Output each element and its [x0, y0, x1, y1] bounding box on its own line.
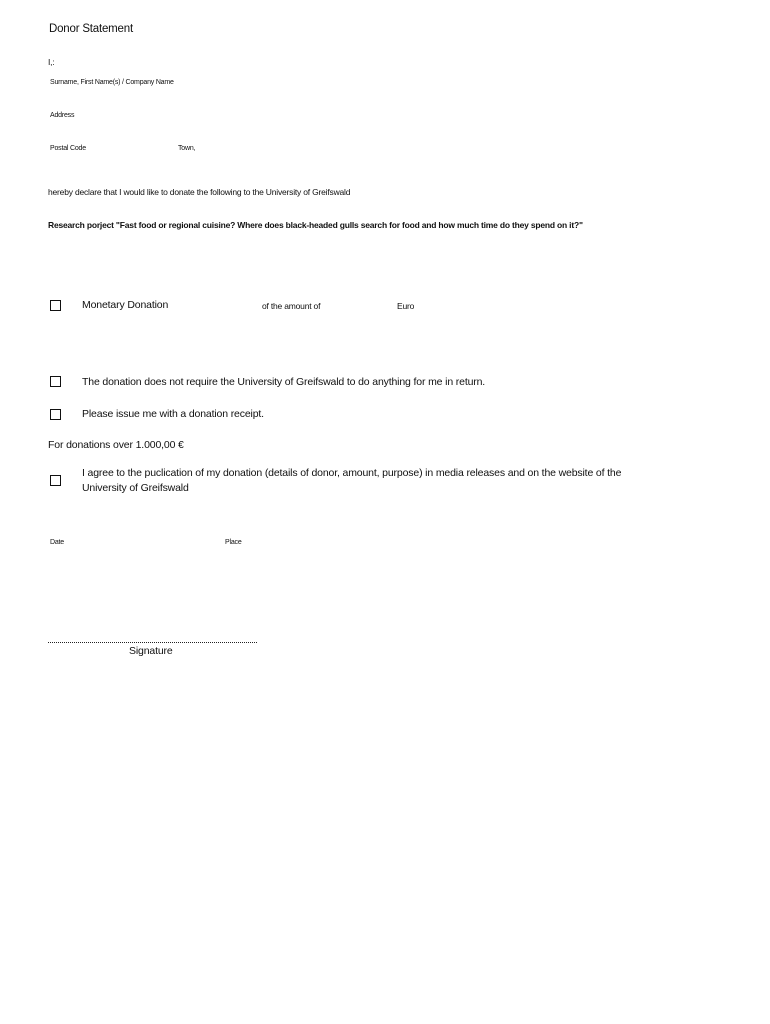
- monetary-donation-checkbox[interactable]: [50, 300, 61, 311]
- receipt-label: Please issue me with a donation receipt.: [82, 408, 264, 420]
- publication-consent-checkbox[interactable]: [50, 475, 61, 486]
- declaration-text: hereby declare that I would like to donate the following to the University of Greifswald: [48, 187, 351, 197]
- large-donation-heading: For donations over 1.000,00 €: [48, 439, 184, 451]
- monetary-donation-label: Monetary Donation: [82, 299, 169, 311]
- receipt-checkbox[interactable]: [50, 409, 61, 420]
- address-field-label: Address: [50, 112, 75, 119]
- project-title: Research porject "Fast food or regional cuisine? Where does black-headed gulls search for food and how much time do they spend on it?": [48, 220, 583, 230]
- name-field-label: Surname, First Name(s) / Company Name: [50, 79, 174, 86]
- page-title: Donor Statement: [49, 23, 133, 35]
- no-return-label: The donation does not require the University of Greifswald to do anything for me in return.: [82, 376, 486, 388]
- postal-code-field-label: Postal Code: [50, 145, 86, 152]
- place-field-label: Place: [225, 539, 242, 546]
- signature-label: Signature: [129, 645, 173, 657]
- no-return-checkbox[interactable]: [50, 376, 61, 387]
- date-field-label: Date: [50, 539, 64, 546]
- amount-label: of the amount of: [262, 301, 321, 311]
- town-field-label: Town,: [178, 145, 196, 152]
- publication-consent-label: I agree to the puclication of my donation (details of donor, amount, purpose) in media releases and on the website of the University of Greifswald: [82, 467, 622, 494]
- intro-text: I,:: [48, 57, 55, 67]
- currency-label: Euro: [397, 301, 415, 311]
- signature-line[interactable]: [48, 642, 257, 643]
